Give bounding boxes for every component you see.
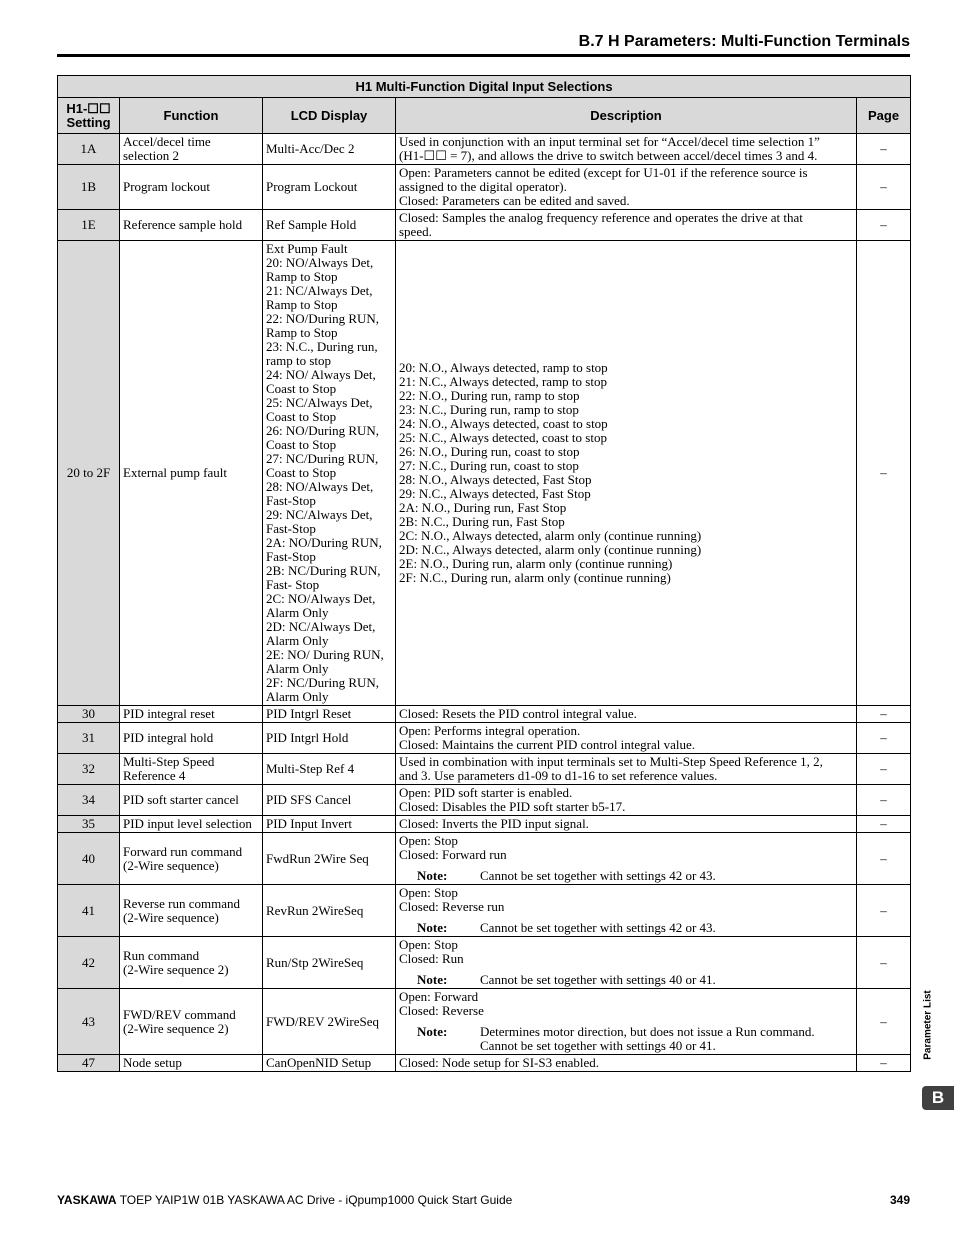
cell-description: [396, 833, 857, 885]
description-text: Open: Performs integral operation. Closed: Maintains the current PID control integral value.: [399, 723, 696, 752]
table-row: [58, 833, 911, 885]
cell-lcd-display: FwdRun 2Wire Seq: [263, 833, 396, 885]
cell-lcd-display: CanOpenNID Setup: [263, 1055, 396, 1072]
column-header-lcd-display: LCD Display: [263, 98, 396, 134]
cell-lcd-display: Ext Pump Fault 20: NO/Always Det, Ramp to Stop 21: NC/Always Det, Ramp to Stop 22: NO/During RUN, Ramp to Stop 23: N.C., During run, ramp to stop 24: NO/ Always Det, Coast to Stop 25: NC/Always Det, Coast to Stop 26: NO/During RUN, Coast to Stop 27: NC/During RUN, Coast to Stop 28: NO/Always Det, Fast-Stop 29: NC/Always Det, Fast-Stop 2A: NO/During RUN, Fast-Stop 2B: NC/During RUN, Fast- Stop 2C: NO/Always Det, Alarm Only 2D: NC/Always Det, Alarm Only 2E: NO/ During RUN, Alarm Only 2F: NC/During RUN, Alarm Only: [263, 241, 396, 706]
cell-lcd-display: RevRun 2WireSeq: [263, 885, 396, 937]
cell-lcd-display: PID Intgrl Hold: [263, 723, 396, 754]
column-header-description: Description: [396, 98, 857, 134]
cell-lcd-display: FWD/REV 2WireSeq: [263, 989, 396, 1055]
cell-function: Multi-Step Speed Reference 4: [120, 754, 263, 785]
cell-function: Program lockout: [120, 165, 263, 210]
cell-page: –: [857, 885, 911, 937]
cell-description: [396, 706, 857, 723]
side-tab-letter[interactable]: B: [922, 1086, 954, 1110]
table-body: [58, 134, 911, 1072]
note-label: Note:: [417, 920, 448, 935]
table-row: [58, 754, 911, 785]
cell-lcd-display: Multi-Step Ref 4: [263, 754, 396, 785]
cell-setting: 41: [58, 885, 120, 937]
description-text: Open: Stop Closed: Reverse run: [399, 885, 505, 914]
table-row: [58, 706, 911, 723]
cell-page: –: [857, 723, 911, 754]
h1-parameter-table: [57, 75, 911, 1072]
note-block: [399, 869, 853, 883]
cell-function: Accel/decel time selection 2: [120, 134, 263, 165]
cell-description: [396, 937, 857, 989]
cell-lcd-display: Run/Stp 2WireSeq: [263, 937, 396, 989]
cell-description: [396, 165, 857, 210]
table-row: [58, 723, 911, 754]
description-text: Closed: Node setup for SI-S3 enabled.: [399, 1055, 600, 1070]
footer-brand: YASKAWA: [57, 1193, 117, 1207]
cell-page: –: [857, 754, 911, 785]
table-row: [58, 816, 911, 833]
description-text: Open: Stop Closed: Run: [399, 937, 464, 966]
note-label: Note:: [417, 972, 448, 987]
note-block: [399, 973, 853, 987]
table-caption: H1 Multi-Function Digital Input Selections: [58, 76, 911, 98]
cell-page: –: [857, 134, 911, 165]
cell-description: [396, 989, 857, 1055]
description-text: 20: N.O., Always detected, ramp to stop 21: N.C., Always detected, ramp to stop 22: N.O., During run, ramp to stop 23: N.C., During run, ramp to stop 24: N.O., Always detected, coast to stop 25: N.C., Always detected, coast to stop 26: N.O., During run, coast to stop 27: N.C., During run, coast to stop 28: N.O., Always detected, Fast Stop 29: N.C., Always detected, Fast Stop 2A: N.O., During run, Fast Stop 2B: N.C., During run, Fast Stop 2C: N.O., Always detected, alarm only (continue running) 2D: N.C., Always detected, alarm only (continue running) 2E: N.O., During run, alarm only (continue running) 2F: N.C., During run, alarm only (continue running): [399, 360, 702, 585]
footer-page-number: 349: [889, 1193, 910, 1207]
cell-description: [396, 754, 857, 785]
cell-function: Reference sample hold: [120, 210, 263, 241]
cell-function: PID input level selection: [120, 816, 263, 833]
cell-function: PID soft starter cancel: [120, 785, 263, 816]
cell-function: PID integral reset: [120, 706, 263, 723]
note-label: Note:: [417, 1024, 448, 1039]
cell-page: –: [857, 989, 911, 1055]
column-header-function: Function: [120, 98, 263, 134]
description-text: Closed: Resets the PID control integral value.: [399, 706, 637, 721]
cell-page: –: [857, 937, 911, 989]
cell-function: Reverse run command (2-Wire sequence): [120, 885, 263, 937]
note-text: Cannot be set together with settings 40 or 41.: [480, 972, 716, 987]
cell-setting: 1B: [58, 165, 120, 210]
description-text: Open: Parameters cannot be edited (except for U1-01 if the reference source is assigned to the digital operator). Closed: Parameters can be edited and saved.: [399, 165, 808, 208]
cell-function: PID integral hold: [120, 723, 263, 754]
cell-page: –: [857, 1055, 911, 1072]
cell-description: [396, 785, 857, 816]
side-tab-label: Parameter List: [922, 990, 934, 1060]
cell-setting: 42: [58, 937, 120, 989]
cell-setting: 1E: [58, 210, 120, 241]
section-title: B.7 H Parameters: Multi-Function Terminals: [578, 33, 910, 50]
cell-description: [396, 816, 857, 833]
description-text: Used in conjunction with an input terminal set for “Accel/decel time selection 1” (H1-☐☐ = 7), and allows the drive to switch between accel/decel times 3 and 4.: [399, 134, 820, 163]
description-text: Open: Forward Closed: Reverse: [399, 989, 484, 1018]
cell-lcd-display: Ref Sample Hold: [263, 210, 396, 241]
cell-function: Node setup: [120, 1055, 263, 1072]
cell-page: –: [857, 816, 911, 833]
cell-page: –: [857, 241, 911, 706]
cell-setting: 34: [58, 785, 120, 816]
cell-lcd-display: Program Lockout: [263, 165, 396, 210]
page-footer: [57, 1193, 910, 1207]
column-header-setting: H1-☐☐ Setting: [58, 98, 120, 134]
cell-page: –: [857, 833, 911, 885]
table-row: [58, 210, 911, 241]
note-text: Cannot be set together with settings 42 or 43.: [480, 868, 716, 883]
header-rule: [57, 54, 910, 57]
cell-description: [396, 1055, 857, 1072]
table-row: [58, 241, 911, 706]
cell-setting: 20 to 2F: [58, 241, 120, 706]
cell-lcd-display: PID Intgrl Reset: [263, 706, 396, 723]
note-label: Note:: [417, 868, 448, 883]
description-text: Closed: Samples the analog frequency reference and operates the drive at that speed.: [399, 210, 803, 239]
description-text: Open: Stop Closed: Forward run: [399, 833, 507, 862]
cell-page: –: [857, 165, 911, 210]
cell-description: [396, 241, 857, 706]
cell-function: Forward run command (2-Wire sequence): [120, 833, 263, 885]
table-row: [58, 989, 911, 1055]
table-row: [58, 937, 911, 989]
table-row: [58, 885, 911, 937]
description-text: Closed: Inverts the PID input signal.: [399, 816, 589, 831]
cell-page: –: [857, 706, 911, 723]
cell-function: Run command (2-Wire sequence 2): [120, 937, 263, 989]
side-tab-parameter-list[interactable]: [916, 985, 940, 1065]
cell-setting: 30: [58, 706, 120, 723]
cell-setting: 1A: [58, 134, 120, 165]
footer-doc-title: TOEP YAIP1W 01B YASKAWA AC Drive - iQpump1000 Quick Start Guide: [116, 1193, 513, 1207]
table-row: [58, 165, 911, 210]
cell-description: [396, 210, 857, 241]
description-text: Used in combination with input terminals set to Multi-Step Speed Reference 1, 2, and 3. Use parameters d1-09 to d1-16 to set reference values.: [399, 754, 823, 783]
cell-description: [396, 134, 857, 165]
cell-setting: 32: [58, 754, 120, 785]
cell-setting: 47: [58, 1055, 120, 1072]
note-block: [399, 921, 853, 935]
table-row: [58, 785, 911, 816]
note-text: Cannot be set together with settings 42 or 43.: [480, 920, 716, 935]
cell-page: –: [857, 210, 911, 241]
cell-description: [396, 723, 857, 754]
description-text: Open: PID soft starter is enabled. Closed: Disables the PID soft starter b5-17.: [399, 785, 626, 814]
cell-setting: 40: [58, 833, 120, 885]
note-block: [399, 1025, 853, 1053]
cell-lcd-display: PID SFS Cancel: [263, 785, 396, 816]
table-row: [58, 134, 911, 165]
cell-page: –: [857, 785, 911, 816]
cell-function: External pump fault: [120, 241, 263, 706]
cell-setting: 35: [58, 816, 120, 833]
cell-description: [396, 885, 857, 937]
cell-lcd-display: Multi-Acc/Dec 2: [263, 134, 396, 165]
column-header-page: Page: [857, 98, 911, 134]
table-row: [58, 1055, 911, 1072]
cell-setting: 43: [58, 989, 120, 1055]
cell-function: FWD/REV command (2-Wire sequence 2): [120, 989, 263, 1055]
cell-setting: 31: [58, 723, 120, 754]
note-text: Determines motor direction, but does not issue a Run command. Cannot be set together with settings 40 or 41.: [480, 1024, 815, 1053]
cell-lcd-display: PID Input Invert: [263, 816, 396, 833]
